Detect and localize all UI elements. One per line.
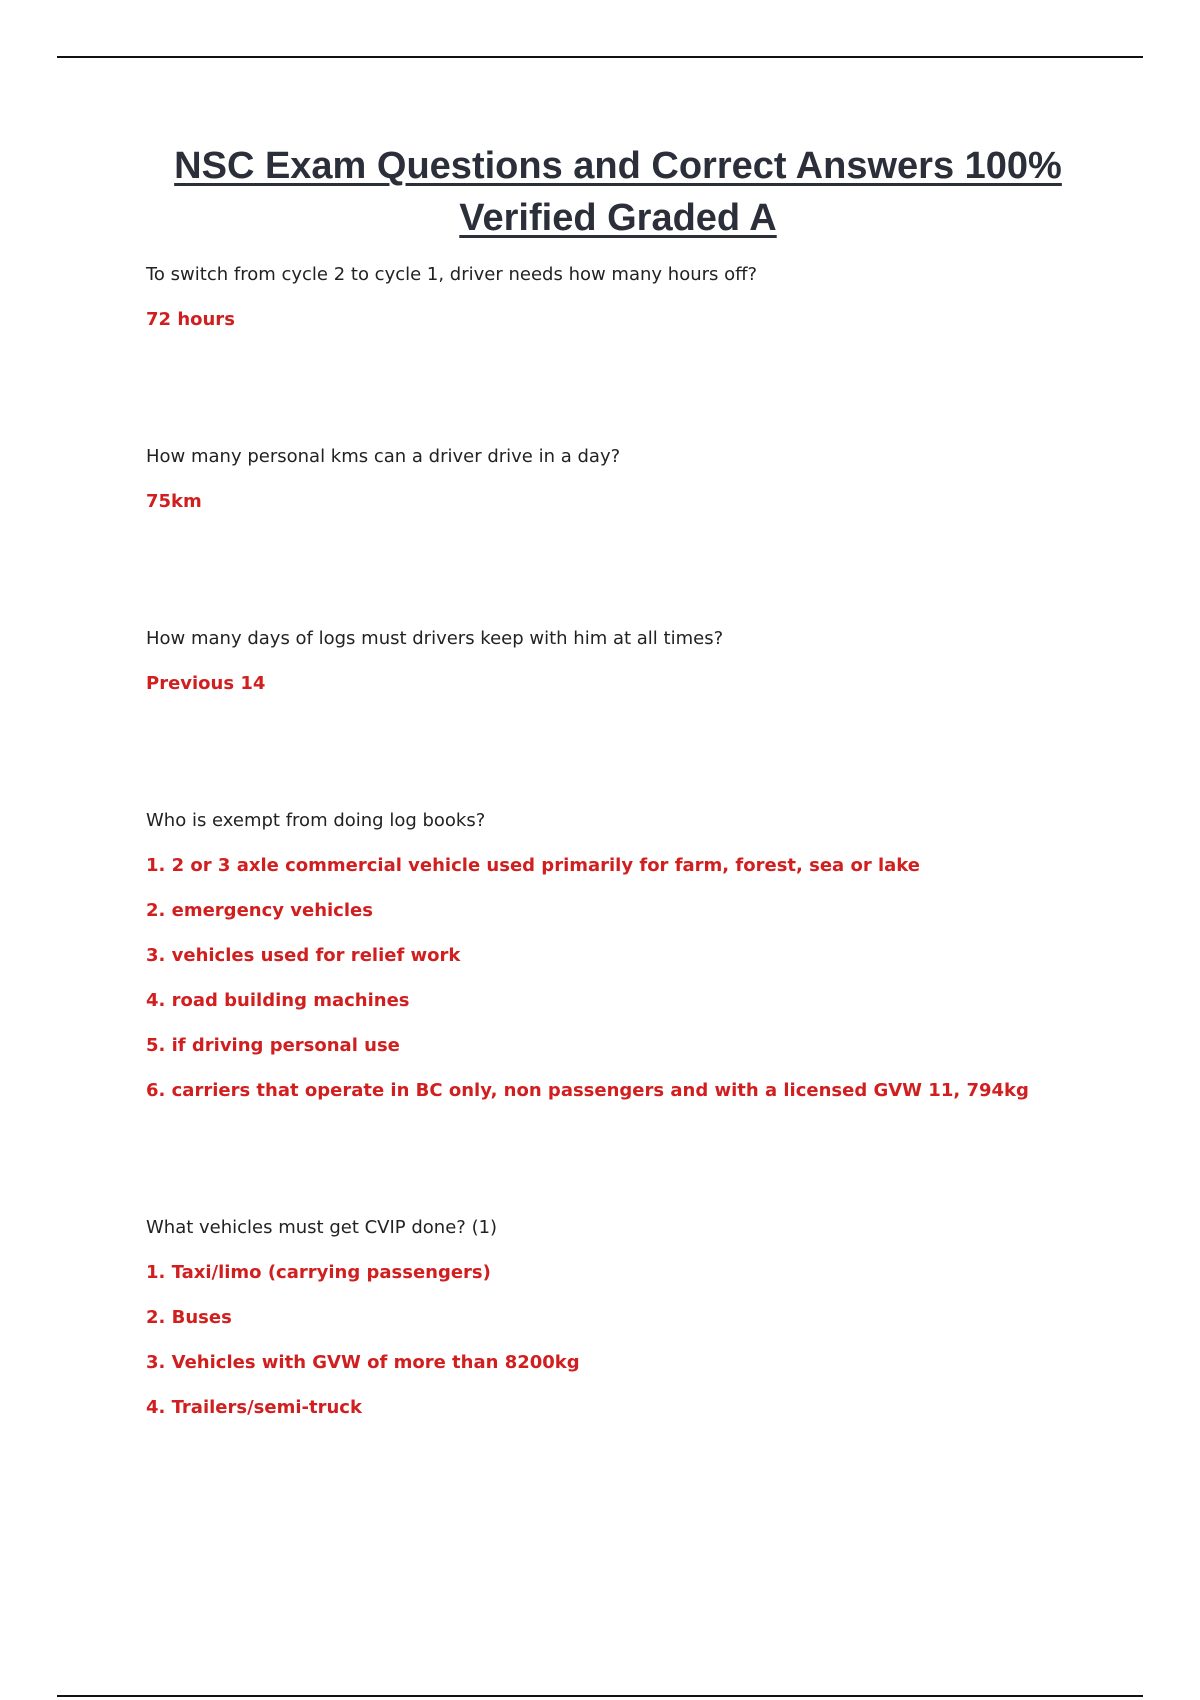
qa-block-4 (146, 807, 1090, 1105)
answer-4-6: 6. carriers that operate in BC only, non passengers and with a licensed GVW 11, 794kg (146, 1080, 1029, 1101)
question-3: How many days of logs must drivers keep with him at all times? (146, 628, 724, 649)
answer-5-4: 4. Trailers/semi-truck (146, 1397, 362, 1418)
question-2: How many personal kms can a driver drive in a day? (146, 446, 621, 467)
bottom-rule (57, 1695, 1143, 1697)
title-line-1: NSC Exam Questions and Correct Answers 100% (174, 145, 1062, 187)
answer-list-5 (146, 1259, 1090, 1422)
qa-block-5 (146, 1214, 1090, 1422)
answer-4-3: 3. vehicles used for relief work (146, 945, 461, 966)
answer-5-2: 2. Buses (146, 1307, 232, 1328)
answer-4-4: 4. road building machines (146, 990, 410, 1011)
answer-list-3 (146, 670, 1090, 698)
answer-4-1: 1. 2 or 3 axle commercial vehicle used primarily for farm, forest, sea or lake (146, 855, 920, 876)
answer-2-1: 75km (146, 491, 202, 512)
qa-block-2 (146, 443, 1090, 516)
document-title (146, 140, 1090, 244)
answer-1-1: 72 hours (146, 309, 235, 330)
answer-4-5: 5. if driving personal use (146, 1035, 400, 1056)
answer-5-3: 3. Vehicles with GVW of more than 8200kg (146, 1352, 580, 1373)
document-page (146, 140, 1090, 1422)
answer-list-4 (146, 852, 1090, 1105)
answer-5-1: 1. Taxi/limo (carrying passengers) (146, 1262, 491, 1283)
answer-list-2 (146, 488, 1090, 516)
answer-3-1: Previous 14 (146, 673, 266, 694)
qa-block-1 (146, 261, 1090, 334)
question-4: Who is exempt from doing log books? (146, 810, 486, 831)
qa-block-3 (146, 625, 1090, 698)
answer-list-1 (146, 306, 1090, 334)
question-5: What vehicles must get CVIP done? (1) (146, 1217, 498, 1238)
top-rule (57, 56, 1143, 58)
title-line-2: Verified Graded A (459, 197, 777, 239)
question-1: To switch from cycle 2 to cycle 1, driver needs how many hours off? (146, 264, 758, 285)
answer-4-2: 2. emergency vehicles (146, 900, 373, 921)
